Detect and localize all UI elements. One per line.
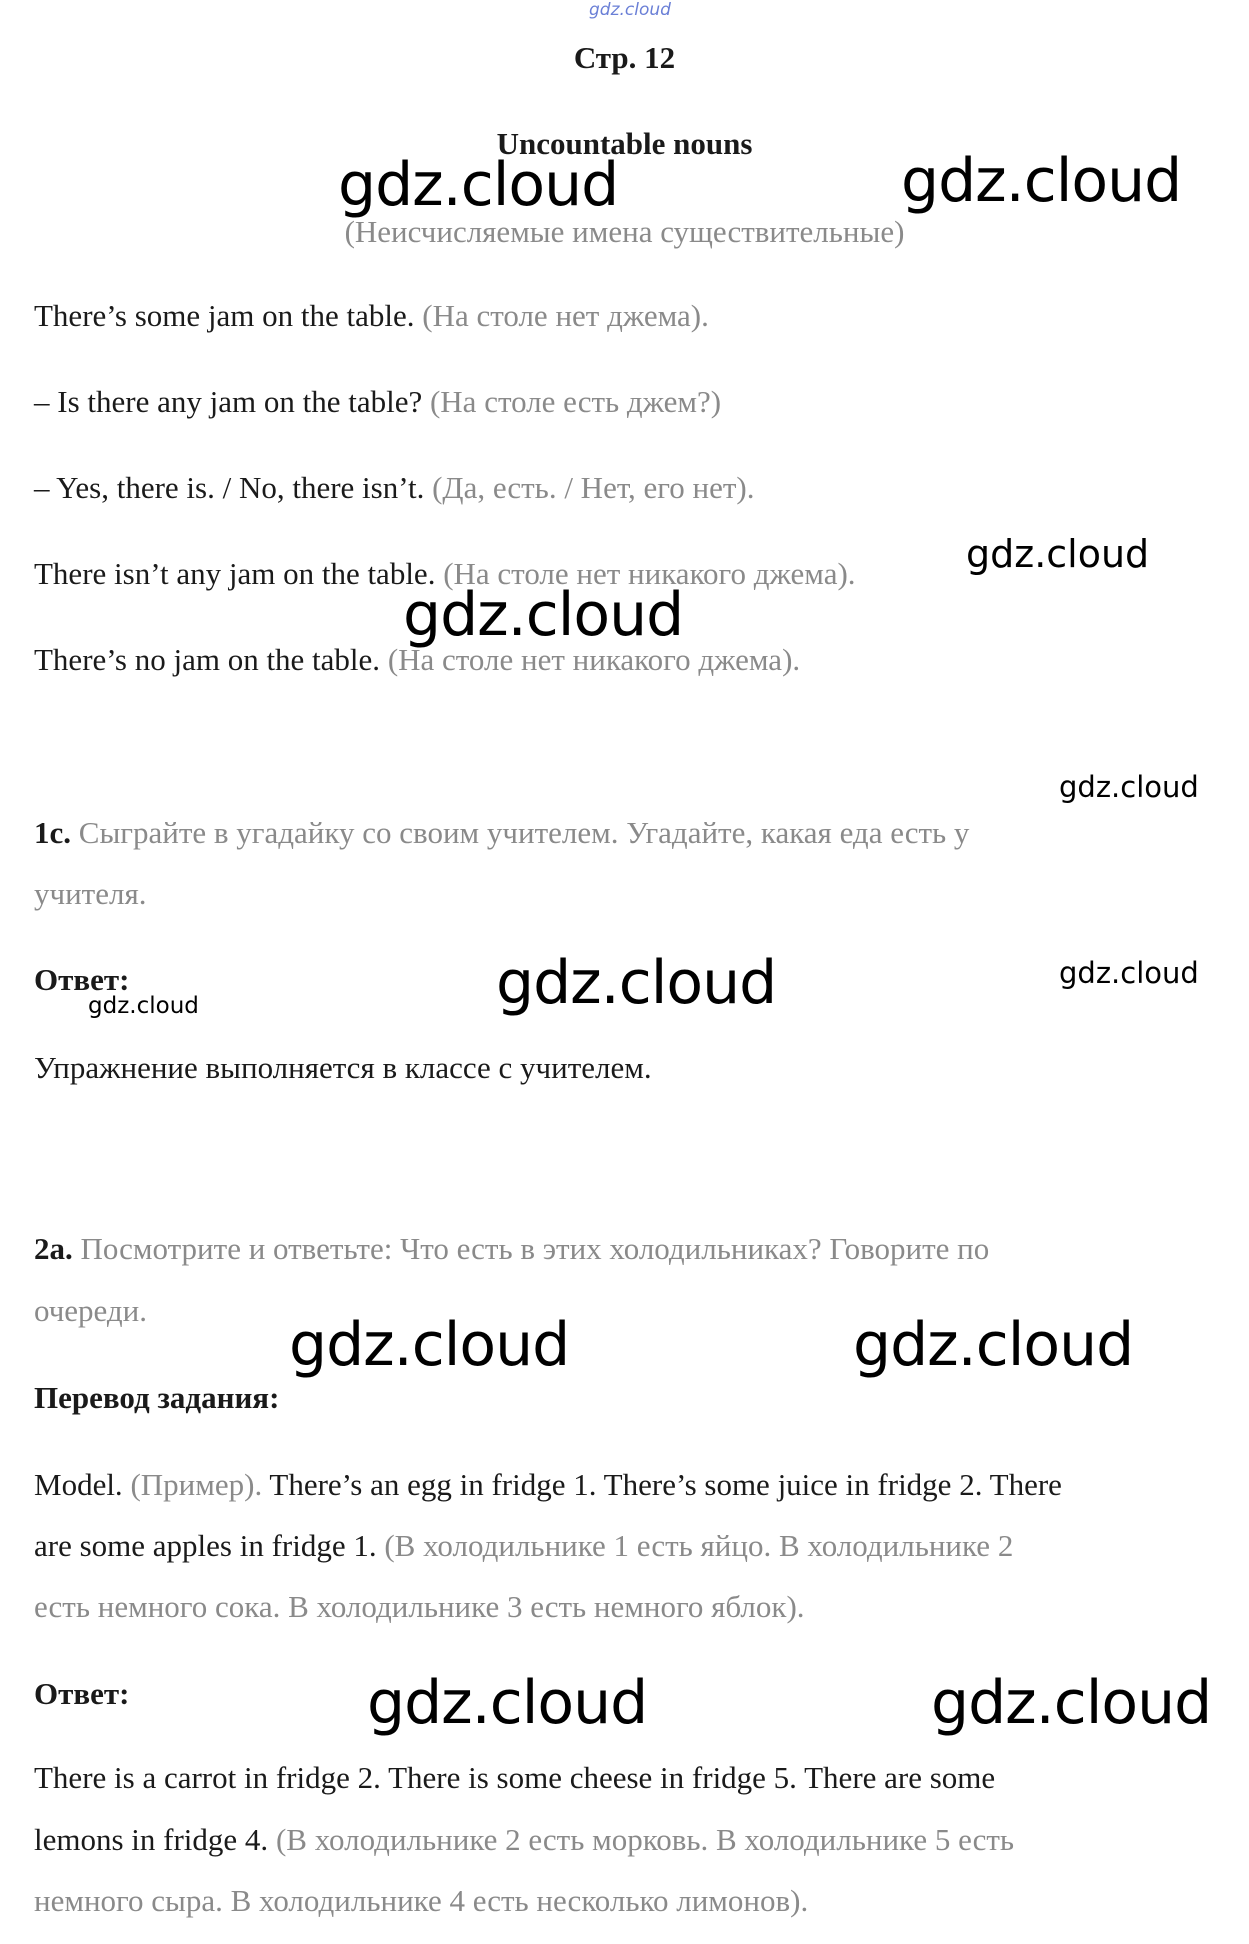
grammar-ru: (На столе есть джем?) bbox=[422, 384, 722, 419]
grammar-ru: (На столе нет джема). bbox=[414, 298, 709, 333]
watermark: gdz.cloud bbox=[338, 150, 619, 220]
answer-2a-line-1: There is a carrot in fridge 2. There is some cheese in fridge 5. There are some bbox=[34, 1760, 996, 1795]
watermark: gdz.cloud bbox=[496, 948, 777, 1018]
topic-translation: (Неисчисляемые имена существительные) bbox=[344, 214, 905, 249]
watermark: gdz.cloud bbox=[403, 580, 684, 650]
grammar-en: There isn’t any jam on the table. bbox=[34, 556, 436, 591]
model-label: Model. bbox=[34, 1467, 123, 1502]
watermark: gdz.cloud bbox=[289, 1310, 570, 1380]
task-text: Посмотрите и ответьте: Что есть в этих холодильниках? Говорите по bbox=[72, 1231, 990, 1266]
watermark: gdz.cloud bbox=[1059, 956, 1199, 990]
grammar-ru: (На столе нет никакого джема). bbox=[435, 556, 856, 591]
answer-2a-line-2 bbox=[34, 1822, 1014, 1858]
watermark-top: gdz.cloud bbox=[589, 0, 671, 20]
task-number: 1c. bbox=[34, 815, 72, 850]
task-2a-line-1 bbox=[34, 1231, 989, 1267]
watermark: gdz.cloud bbox=[367, 1668, 648, 1738]
model-text: There’s an egg in fridge 1. There’s some juice in fridge 2. There bbox=[262, 1467, 1062, 1502]
watermark: gdz.cloud bbox=[901, 146, 1182, 216]
model-label-translation: (Пример). bbox=[122, 1467, 263, 1502]
task-2a-line-2: очереди. bbox=[34, 1293, 148, 1328]
watermark: gdz.cloud bbox=[931, 1668, 1212, 1738]
answer-1c: Упражнение выполняется в классе с учителем. bbox=[34, 1050, 652, 1085]
grammar-ru: (На столе нет никакого джема). bbox=[380, 642, 801, 677]
grammar-en: There’s some jam on the table. bbox=[34, 298, 415, 333]
task-number: 2a. bbox=[34, 1231, 73, 1266]
page-number: Стр. 12 bbox=[573, 40, 676, 75]
grammar-line-3 bbox=[34, 470, 754, 506]
grammar-en: There’s no jam on the table. bbox=[34, 642, 381, 677]
grammar-line-1 bbox=[34, 298, 709, 334]
model-line-1 bbox=[34, 1467, 1062, 1503]
grammar-ru: (Да, есть. / Нет, его нет). bbox=[424, 470, 755, 505]
watermark: gdz.cloud bbox=[1059, 770, 1199, 804]
answer-label-2a: Ответ: bbox=[34, 1676, 130, 1711]
watermark: gdz.cloud bbox=[966, 532, 1150, 576]
model-line-3: есть немного сока. В холодильнике 3 есть немного яблок). bbox=[34, 1589, 805, 1624]
task-1c-line-1 bbox=[34, 815, 969, 851]
task-1c-line-2: учителя. bbox=[34, 876, 147, 911]
model-line-2 bbox=[34, 1528, 1013, 1564]
answer-2a-line-3: немного сыра. В холодильнике 4 есть несколько лимонов). bbox=[34, 1883, 809, 1918]
answer-translation: (В холодильнике 2 есть морковь. В холодильнике 5 есть bbox=[268, 1822, 1015, 1857]
grammar-en: – Yes, there is. / No, there isn’t. bbox=[34, 470, 425, 505]
watermark: gdz.cloud bbox=[88, 993, 199, 1019]
model-text: are some apples in fridge 1. bbox=[34, 1528, 377, 1563]
topic-title: Uncountable nouns bbox=[496, 126, 753, 161]
model-translation: (В холодильнике 1 есть яйцо. В холодильнике 2 bbox=[376, 1528, 1014, 1563]
task-text: Сыграйте в угадайку со своим учителем. Угадайте, какая еда есть у bbox=[71, 815, 970, 850]
grammar-line-2 bbox=[34, 384, 721, 420]
grammar-en: – Is there any jam on the table? bbox=[34, 384, 423, 419]
answer-label-1c: Ответ: bbox=[34, 962, 130, 997]
answer-text: lemons in fridge 4. bbox=[34, 1822, 269, 1857]
translation-label: Перевод задания: bbox=[34, 1380, 280, 1415]
watermark: gdz.cloud bbox=[853, 1310, 1134, 1380]
